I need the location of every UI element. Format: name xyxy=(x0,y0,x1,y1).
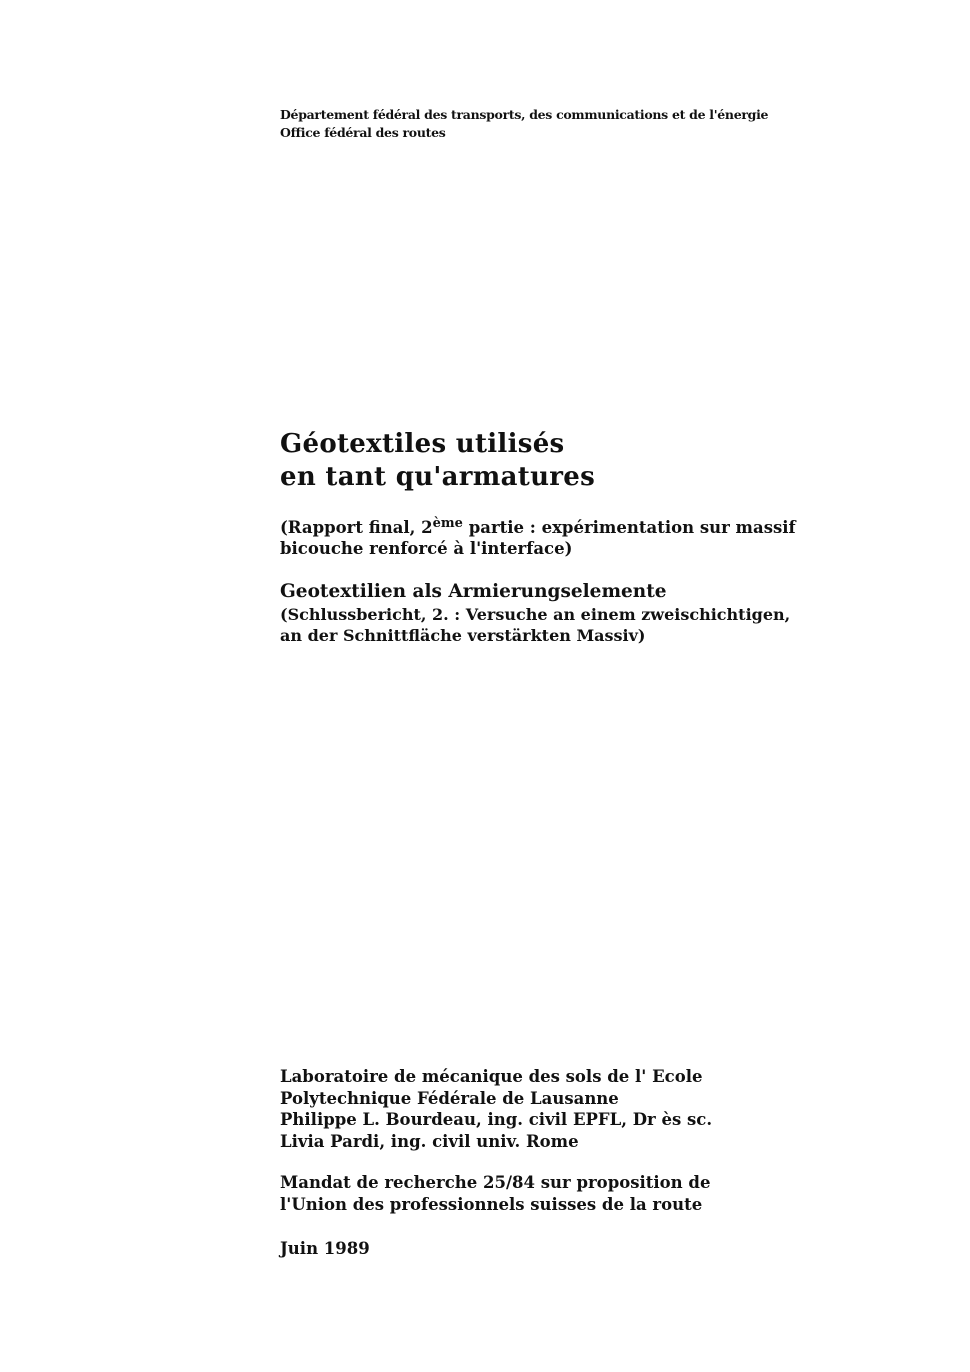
subtitle-french-suffix: partie : expérimentation sur massif xyxy=(462,518,796,537)
report-title-line-2: en tant qu'armatures xyxy=(280,462,596,492)
authors-block xyxy=(280,1066,920,1152)
ordinal-superscript: ème xyxy=(432,516,463,531)
subtitle-german-line-2: an der Schnittfläche verstärkten Massiv) xyxy=(280,626,646,645)
laboratory-line: Laboratoire de mécanique des sols de l' Ecole xyxy=(280,1067,703,1086)
author-bourdeau: Philippe L. Bourdeau, ing. civil EPFL, Dr ès sc. xyxy=(280,1110,713,1129)
institution-line: Polytechnique Fédérale de Lausanne xyxy=(280,1088,619,1108)
report-title xyxy=(280,428,920,494)
department-name: Département fédéral des transports, des communications et de l'énergie xyxy=(280,107,769,122)
subtitle-german-line-1: (Schlussbericht, 2. : Versuche an einem zweischichtigen, xyxy=(280,605,791,624)
subtitle-french-line-1 xyxy=(280,517,920,538)
office-name: Office fédéral des routes xyxy=(280,125,446,140)
subtitle-french-line-2: bicouche renforcé à l'interface) xyxy=(280,539,573,558)
subtitle-french-prefix: (Rapport final, 2 xyxy=(280,518,433,537)
report-title-german xyxy=(280,581,920,603)
report-title-line-1: Géotextiles utilisés xyxy=(280,429,565,459)
report-subtitle-german xyxy=(280,604,920,646)
author-pardi: Livia Pardi, ing. civil univ. Rome xyxy=(280,1131,579,1151)
research-mandate xyxy=(280,1172,920,1215)
publication-date xyxy=(280,1238,920,1259)
issuing-authority xyxy=(280,106,920,142)
mandate-line-1: Mandat de recherche 25/84 sur proposition de xyxy=(280,1173,711,1192)
report-subtitle-french xyxy=(280,517,920,559)
title-german-text: Geotextilien als Armierungselemente xyxy=(280,581,667,602)
mandate-line-2: l'Union des professionnels suisses de la route xyxy=(280,1194,703,1214)
publication-date-text: Juin 1989 xyxy=(280,1239,370,1258)
